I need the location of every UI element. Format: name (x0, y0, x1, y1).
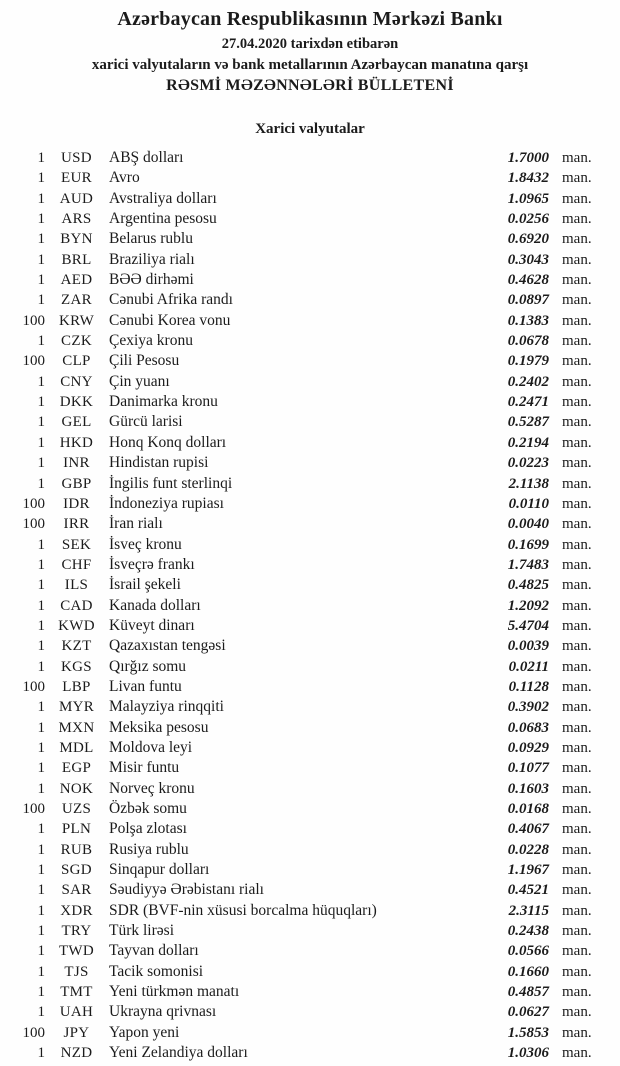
row-unit-label: man. (562, 1004, 592, 1021)
scope-line: xarici valyutaların və bank metallarının Azərbaycan manatına qarşı (91, 57, 529, 73)
row-currency-code: GBP (61, 475, 92, 492)
row-currency-code: DKK (59, 394, 94, 411)
row-rate-value: 0.0110 (508, 495, 549, 512)
row-rate-value: 0.0897 (507, 292, 549, 309)
row-quantity: 1 (37, 577, 45, 594)
row-unit-label: man. (562, 760, 592, 777)
table-row (0, 453, 604, 473)
row-rate-value: 0.0929 (507, 739, 549, 756)
row-quantity: 1 (37, 760, 45, 777)
row-unit-label: man. (562, 170, 592, 187)
row-currency-name: Norveç kronu (109, 779, 195, 797)
row-unit-label: man. (562, 699, 592, 716)
row-currency-code: TWD (58, 943, 95, 960)
table-row (0, 494, 604, 514)
row-currency-code: CLP (62, 353, 91, 370)
row-quantity: 1 (37, 333, 45, 350)
row-unit-label: man. (562, 719, 592, 736)
row-quantity: 1 (37, 882, 45, 899)
row-quantity: 1 (37, 1004, 45, 1021)
table-row (0, 880, 604, 900)
row-quantity: 1 (37, 617, 45, 634)
row-quantity: 1 (37, 536, 45, 553)
row-currency-name: Yeni Zelandiya dolları (109, 1044, 248, 1062)
table-row (0, 189, 604, 209)
row-rate-value: 0.3043 (507, 251, 549, 268)
row-rate-value: 0.1383 (507, 312, 549, 329)
document-header (0, 0, 620, 96)
row-rate-value: 0.2471 (507, 394, 549, 411)
row-quantity: 1 (37, 373, 45, 390)
row-unit-label: man. (562, 882, 592, 899)
table-row (0, 1002, 604, 1022)
row-unit-label: man. (562, 943, 592, 960)
rates-table (0, 148, 620, 1063)
table-row (0, 514, 604, 534)
row-unit-label: man. (562, 902, 592, 919)
table-row (0, 331, 604, 351)
row-currency-code: PLN (61, 821, 92, 838)
row-currency-code: RUB (60, 841, 93, 858)
row-currency-code: ZAR (61, 292, 92, 309)
row-currency-code: TRY (61, 923, 92, 940)
row-quantity: 1 (37, 150, 45, 166)
row-rate-value: 1.5853 (507, 1024, 549, 1041)
row-currency-code: KWD (58, 617, 95, 634)
table-row (0, 596, 604, 616)
row-currency-name: Kanada dolları (109, 596, 201, 614)
row-rate-value: 0.1077 (507, 760, 549, 777)
row-rate-value: 0.0678 (507, 333, 549, 350)
row-quantity: 1 (37, 597, 45, 614)
row-currency-code: IRR (63, 516, 90, 533)
row-unit-label: man. (562, 780, 592, 797)
row-quantity: 1 (37, 434, 45, 451)
row-quantity: 1 (37, 943, 45, 960)
row-currency-name: İsrail şekeli (109, 576, 181, 594)
row-rate-value: 0.1128 (508, 678, 549, 695)
row-quantity: 1 (37, 394, 45, 411)
row-quantity: 1 (37, 475, 45, 492)
row-currency-code: NZD (60, 1045, 93, 1062)
row-currency-code: ILS (64, 577, 89, 594)
row-rate-value: 0.1660 (507, 963, 549, 980)
row-quantity: 1 (37, 638, 45, 655)
table-row (0, 941, 604, 961)
table-row (0, 921, 604, 941)
row-currency-name: Moldova leyi (109, 738, 193, 756)
row-unit-label: man. (562, 495, 592, 512)
table-row (0, 1023, 604, 1043)
row-rate-value: 0.6920 (507, 231, 549, 248)
table-row (0, 412, 604, 432)
table-row (0, 372, 604, 392)
row-currency-name: Küveyt dinarı (109, 616, 195, 634)
row-currency-code: CZK (61, 333, 92, 350)
row-quantity: 1 (37, 211, 45, 228)
row-currency-name: Qırğız somu (109, 657, 187, 675)
row-currency-code: AED (60, 272, 93, 289)
row-rate-value: 0.0211 (508, 658, 549, 675)
row-rate-value: 0.4857 (507, 984, 549, 1001)
row-rate-value: 0.0256 (507, 211, 549, 228)
row-currency-name: Ukrayna qrivnası (109, 1003, 217, 1021)
row-quantity: 1 (37, 190, 45, 207)
row-rate-value: 1.0965 (507, 190, 549, 207)
table-row (0, 209, 604, 229)
row-currency-code: MDL (59, 739, 94, 756)
row-rate-value: 1.8432 (507, 170, 549, 187)
table-row (0, 250, 604, 270)
row-currency-name: Qazaxıstan tengəsi (109, 637, 226, 655)
table-row (0, 840, 604, 860)
row-unit-label: man. (562, 862, 592, 879)
row-currency-code: NOK (59, 780, 94, 797)
row-unit-label: man. (562, 231, 592, 248)
row-currency-code: TMT (60, 984, 93, 1001)
row-rate-value: 1.7483 (507, 556, 549, 573)
table-row (0, 474, 604, 494)
row-rate-value: 2.1138 (508, 475, 549, 492)
row-quantity: 1 (37, 780, 45, 797)
row-unit-label: man. (562, 211, 592, 228)
table-row (0, 758, 604, 778)
table-row (0, 616, 604, 636)
row-currency-name: İsveçrə frankı (109, 555, 195, 573)
row-unit-label: man. (562, 373, 592, 390)
row-currency-code: SEK (61, 536, 92, 553)
row-currency-name: Braziliya rialı (109, 250, 195, 268)
row-currency-code: INR (63, 455, 90, 472)
row-currency-code: USD (61, 150, 92, 166)
row-currency-code: ARS (61, 211, 92, 228)
table-row (0, 1043, 604, 1063)
row-currency-code: BRL (61, 251, 92, 268)
row-unit-label: man. (562, 963, 592, 980)
row-currency-name: Çin yuanı (109, 372, 170, 390)
row-currency-name: Səudiyyə Ərəbistanı rialı (109, 881, 264, 899)
row-quantity: 1 (37, 556, 45, 573)
row-currency-code: UZS (61, 801, 92, 817)
table-row (0, 270, 604, 290)
row-quantity: 100 (22, 516, 45, 533)
row-rate-value: 0.1603 (507, 780, 549, 797)
row-currency-name: Meksika pesosu (109, 718, 209, 736)
row-unit-label: man. (562, 455, 592, 472)
row-currency-name: Yeni türkmən manatı (109, 983, 240, 1001)
row-currency-code: KZT (61, 638, 92, 655)
row-currency-name: Türk lirəsi (109, 922, 174, 940)
effective-date-line: 27.04.2020 tarixdən etibarən (221, 36, 399, 52)
row-quantity: 1 (37, 272, 45, 289)
row-currency-name: Sinqapur dolları (109, 861, 210, 879)
row-quantity: 1 (37, 231, 45, 248)
row-unit-label: man. (562, 556, 592, 573)
table-row (0, 819, 604, 839)
row-quantity: 1 (37, 251, 45, 268)
row-unit-label: man. (562, 597, 592, 614)
row-rate-value: 0.0040 (507, 516, 549, 533)
table-row (0, 962, 604, 982)
row-unit-label: man. (562, 821, 592, 838)
row-unit-label: man. (562, 678, 592, 695)
row-currency-name: Malayziya rinqqiti (109, 698, 224, 716)
row-rate-value: 0.0039 (507, 638, 549, 655)
row-quantity: 100 (22, 801, 45, 817)
row-unit-label: man. (562, 434, 592, 451)
row-rate-value: 0.2438 (507, 923, 549, 940)
row-currency-name: İran rialı (109, 515, 163, 533)
row-quantity: 1 (37, 923, 45, 940)
row-quantity: 100 (22, 312, 45, 329)
row-rate-value: 0.2402 (507, 373, 549, 390)
row-unit-label: man. (562, 516, 592, 533)
row-currency-name: İsveç kronu (109, 535, 182, 553)
table-row (0, 718, 604, 738)
row-rate-value: 2.3115 (508, 902, 549, 919)
row-currency-code: SGD (61, 862, 92, 879)
table-row (0, 799, 604, 819)
row-rate-value: 0.4067 (507, 821, 549, 838)
row-quantity: 1 (37, 862, 45, 879)
row-currency-code: TJS (64, 963, 89, 980)
row-currency-name: Danimarka kronu (109, 393, 218, 411)
table-row (0, 982, 604, 1002)
table-row (0, 351, 604, 371)
row-currency-code: UAH (59, 1004, 94, 1021)
row-currency-name: Rusiya rublu (109, 840, 189, 858)
row-quantity: 1 (37, 658, 45, 675)
table-row (0, 168, 604, 188)
row-rate-value: 0.0228 (507, 841, 549, 858)
row-quantity: 1 (37, 821, 45, 838)
row-currency-code: MXN (58, 719, 95, 736)
row-currency-code: CNY (60, 373, 93, 390)
row-unit-label: man. (562, 251, 592, 268)
row-unit-label: man. (562, 658, 592, 675)
table-row (0, 697, 604, 717)
table-row (0, 738, 604, 758)
row-currency-code: CHF (61, 556, 92, 573)
row-rate-value: 1.0306 (507, 1045, 549, 1062)
row-quantity: 1 (37, 699, 45, 716)
row-quantity: 1 (37, 455, 45, 472)
row-rate-value: 1.1967 (507, 862, 549, 879)
row-quantity: 1 (37, 984, 45, 1001)
row-rate-value: 1.2092 (507, 597, 549, 614)
row-quantity: 100 (22, 353, 45, 370)
row-unit-label: man. (562, 394, 592, 411)
row-unit-label: man. (562, 475, 592, 492)
row-currency-name: Polşa zlotası (109, 820, 187, 838)
row-currency-code: LBP (62, 678, 91, 695)
row-currency-code: SAR (61, 882, 92, 899)
row-rate-value: 0.3902 (507, 699, 549, 716)
table-row (0, 290, 604, 310)
bank-name-title: Azərbaycan Respublikasının Mərkəzi Bankı (117, 8, 503, 30)
row-unit-label: man. (562, 1024, 592, 1041)
row-rate-value: 0.4825 (507, 577, 549, 594)
row-currency-code: XDR (60, 902, 93, 919)
row-quantity: 1 (37, 719, 45, 736)
row-unit-label: man. (562, 984, 592, 1001)
row-currency-name: Çexiya kronu (109, 332, 193, 350)
row-currency-name: Tayvan dolları (109, 942, 199, 960)
row-rate-value: 0.2194 (507, 434, 549, 451)
table-row (0, 148, 604, 168)
row-unit-label: man. (562, 292, 592, 309)
row-currency-code: EGP (61, 760, 92, 777)
table-row (0, 535, 604, 555)
row-currency-name: İndoneziya rupiası (109, 494, 224, 512)
row-currency-code: JPY (63, 1024, 90, 1041)
row-currency-name: Çili Pesosu (109, 352, 180, 370)
row-quantity: 1 (37, 963, 45, 980)
row-currency-name: SDR (BVF-nin xüsusi borcalma hüquqları) (109, 901, 377, 919)
row-quantity: 1 (37, 414, 45, 431)
row-quantity: 100 (22, 678, 45, 695)
row-unit-label: man. (562, 150, 592, 166)
row-unit-label: man. (562, 1045, 592, 1062)
row-unit-label: man. (562, 190, 592, 207)
row-quantity: 1 (37, 739, 45, 756)
row-currency-name: Misir funtu (109, 759, 180, 777)
row-rate-value: 0.1979 (507, 353, 549, 370)
row-currency-code: IDR (63, 495, 90, 512)
row-currency-name: İngilis funt sterlinqi (109, 474, 233, 492)
row-currency-name: Honq Konq dolları (109, 433, 227, 451)
row-quantity: 1 (37, 902, 45, 919)
row-rate-value: 0.0168 (507, 801, 549, 817)
row-unit-label: man. (562, 333, 592, 350)
row-currency-name: Avstraliya dolları (109, 189, 217, 207)
row-quantity: 1 (37, 1045, 45, 1062)
row-quantity: 100 (22, 495, 45, 512)
row-currency-name: Gürcü larisi (109, 413, 183, 431)
row-unit-label: man. (562, 536, 592, 553)
row-currency-name: Tacik somonisi (109, 962, 204, 980)
table-row (0, 555, 604, 575)
row-quantity: 1 (37, 170, 45, 187)
row-quantity: 1 (37, 292, 45, 309)
row-rate-value: 0.1699 (507, 536, 549, 553)
row-quantity: 1 (37, 841, 45, 858)
section-title-foreign-currencies: Xarici valyutalar (255, 121, 365, 137)
row-rate-value: 0.4521 (507, 882, 549, 899)
table-row (0, 677, 604, 697)
row-quantity: 100 (22, 1024, 45, 1041)
row-currency-code: HKD (59, 434, 94, 451)
row-unit-label: man. (562, 577, 592, 594)
row-currency-code: AUD (59, 190, 94, 207)
row-currency-code: GEL (61, 414, 92, 431)
row-currency-name: Yapon yeni (109, 1023, 180, 1041)
row-currency-code: KGS (61, 658, 92, 675)
table-row (0, 311, 604, 331)
row-unit-label: man. (562, 638, 592, 655)
row-currency-code: BYN (60, 231, 93, 248)
row-rate-value: 0.0223 (507, 455, 549, 472)
row-rate-value: 5.4704 (507, 617, 549, 634)
row-unit-label: man. (562, 923, 592, 940)
row-unit-label: man. (562, 353, 592, 370)
row-currency-name: Cənubi Korea vonu (109, 311, 231, 329)
table-row (0, 392, 604, 412)
row-unit-label: man. (562, 739, 592, 756)
row-rate-value: 0.5287 (507, 414, 549, 431)
row-currency-name: Cənubi Afrika randı (109, 291, 233, 309)
row-currency-code: CAD (60, 597, 93, 614)
row-currency-name: Özbək somu (109, 800, 187, 817)
row-currency-name: Argentina pesosu (109, 210, 217, 228)
row-currency-name: ABŞ dolları (109, 149, 184, 166)
row-unit-label: man. (562, 801, 592, 817)
table-row (0, 657, 604, 677)
row-unit-label: man. (562, 841, 592, 858)
row-rate-value: 0.0627 (507, 1004, 549, 1021)
bulletin-title: RƏSMİ MƏZƏNNƏLƏRİ BÜLLETENİ (166, 77, 454, 94)
table-row (0, 636, 604, 656)
row-rate-value: 0.0566 (507, 943, 549, 960)
table-row (0, 575, 604, 595)
row-unit-label: man. (562, 617, 592, 634)
row-unit-label: man. (562, 414, 592, 431)
row-currency-name: Belarus rublu (109, 230, 193, 248)
row-currency-code: KRW (58, 312, 95, 329)
row-currency-name: Avro (109, 169, 140, 187)
row-unit-label: man. (562, 312, 592, 329)
row-rate-value: 0.4628 (507, 272, 549, 289)
table-row (0, 433, 604, 453)
row-currency-name: Hindistan rupisi (109, 454, 209, 472)
row-currency-name: Livan funtu (109, 677, 182, 695)
row-currency-code: MYR (58, 699, 95, 716)
table-row (0, 901, 604, 921)
table-row (0, 860, 604, 880)
table-row (0, 229, 604, 249)
table-row (0, 779, 604, 799)
row-rate-value: 1.7000 (507, 150, 549, 166)
row-unit-label: man. (562, 272, 592, 289)
row-currency-code: EUR (61, 170, 92, 187)
row-rate-value: 0.0683 (507, 719, 549, 736)
row-currency-name: BƏƏ dirhəmi (109, 271, 194, 289)
